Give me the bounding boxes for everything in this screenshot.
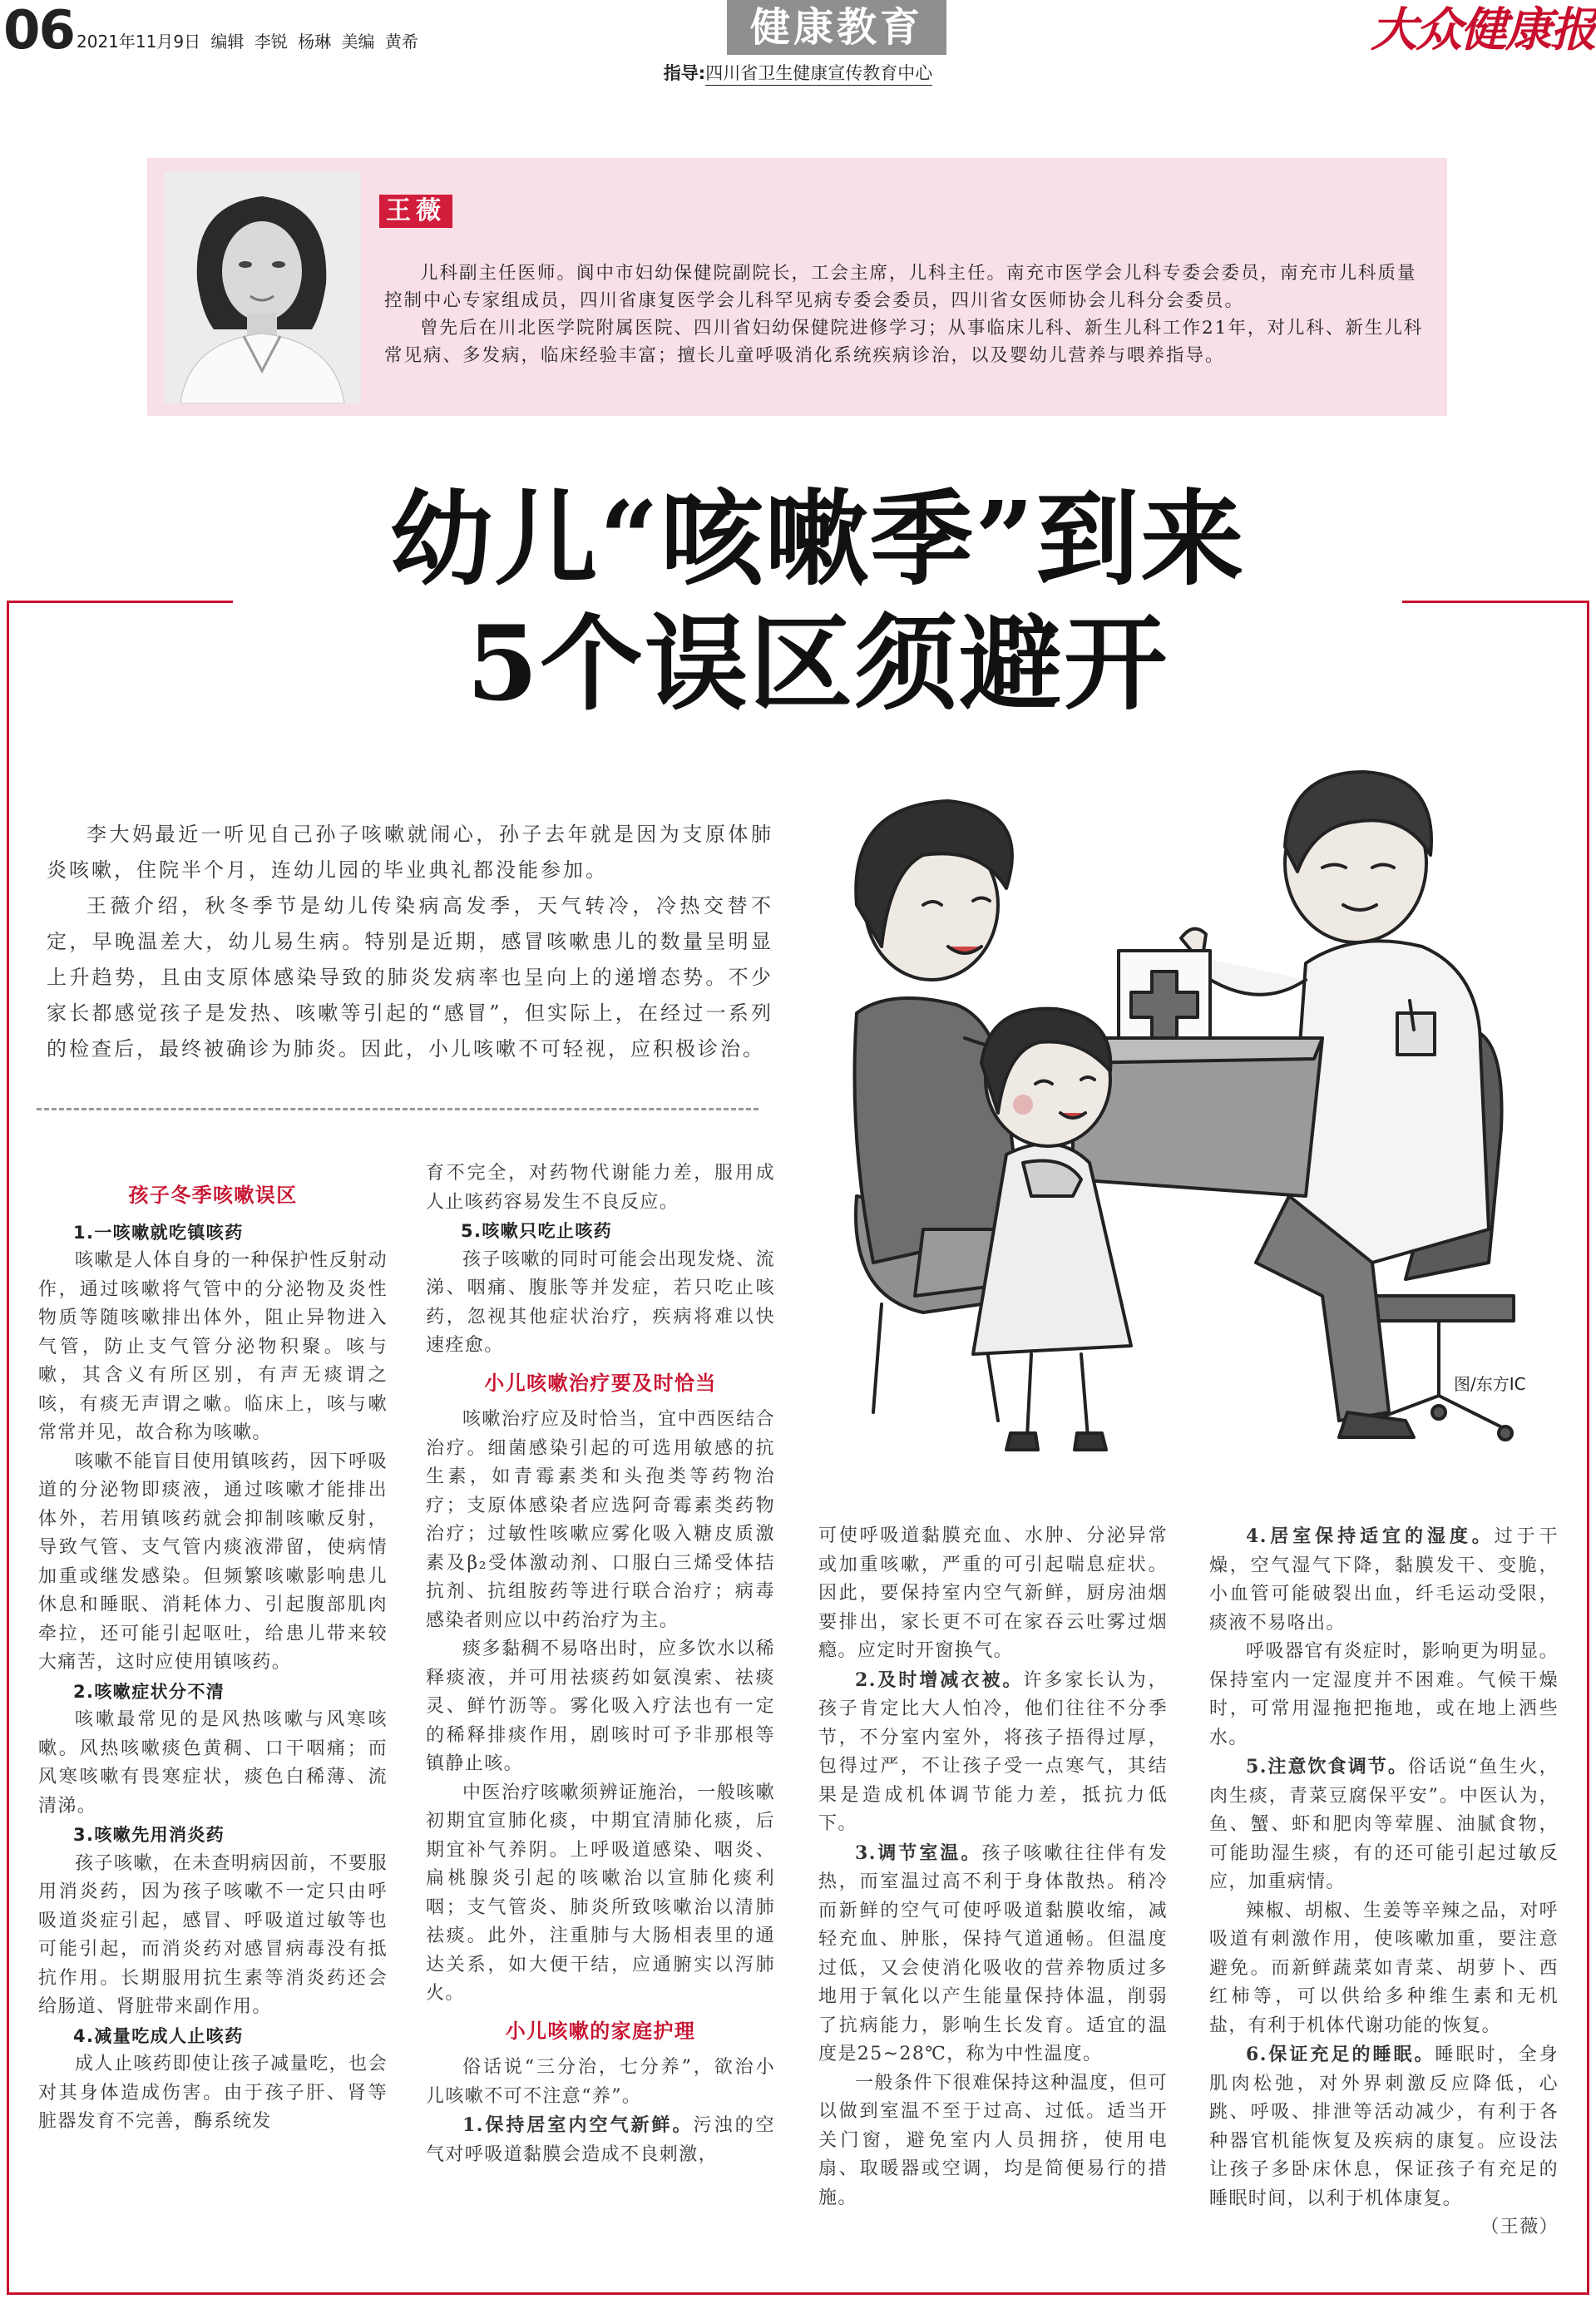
guide-label: 指导:	[663, 63, 706, 83]
paragraph: 咳嗽是人体自身的一种保护性反射动作，通过咳嗽将气管中的分泌物及炎性物质等随咳嗽排出体外，阻止异物进入气管，防止支气管分泌物积聚。咳与嗽，其含义有所区别，有声无痰谓之咳，有痰无声谓之嗽。临床上，咳与嗽常常并见，故合称为咳嗽。	[38, 1250, 388, 1443]
subheading: 4.减量吃成人止咳药	[73, 2025, 244, 2046]
paragraph: 咳嗽最常见的是风热咳嗽与风寒咳嗽。风热咳嗽痰色黄稠、口干咽痛；而风寒咳嗽有畏寒症状，痰色白稀薄、流清涕。	[38, 1709, 388, 1817]
paragraph: 痰多黏稠不易咯出时，应多饮水以稀释痰液，并可用祛痰药如氨溴索、祛痰灵、鲜竹沥等。雾化吸入疗法也有一定的稀释排痰作用，剧咳时可予非那根等镇静止咳。	[426, 1639, 775, 1774]
paragraph-text: 许多家长认为，孩子肯定比大人怕冷，他们往往不分季节，不分室内室外，将孩子捂得过厚，包得过严，不让孩子受一点寒气，其结果是造成机体调节能力差，抵抗力低下。	[818, 1669, 1168, 1834]
bold-lead: 4.居室保持适宜的湿度。	[1246, 1525, 1495, 1547]
headline-line-1: 幼儿“咳嗽季”到来	[389, 479, 1246, 600]
bold-lead: 6.保证充足的睡眠。	[1246, 2044, 1435, 2065]
article-column-3	[818, 1522, 1168, 2212]
paragraph: 咳嗽不能盲目使用镇咳药，因下呼吸道的分泌物即痰液，通过咳嗽才能排出体外，若用镇咳药就会抑制咳嗽反射，导致气管、支气管内痰液滞留，使病情加重或继发感染。但频繁咳嗽影响患儿休息和睡眠、消耗体力、引起腹部肌肉牵拉，还可能引起呕吐，给患儿带来较大痛苦，这时应使用镇咳药。	[38, 1451, 388, 1673]
author-photo	[164, 171, 361, 403]
frame-left	[7, 601, 9, 2295]
paragraph	[818, 1839, 1168, 2069]
doctor-family-illustration	[823, 764, 1564, 1487]
subheading: 5.咳嗽只吃止咳药	[461, 1221, 613, 1241]
paragraph-text: 睡眠时，全身肌肉松弛，对外界刺激反应降低，心跳、呼吸、排泄等活动减少，有利于各种器官机能恢复及疾病的康复。应设法让孩子多卧床休息，保证孩子有充足的睡眠时间，以利于机体康复。	[1209, 2044, 1559, 2209]
frame-top-right	[1402, 601, 1589, 603]
bold-lead: 5.注意饮食调节。	[1246, 1756, 1408, 1777]
section-heading: 小儿咳嗽治疗要及时恰当	[484, 1371, 717, 1395]
paragraph-text: 过于干燥，空气湿气下降，黏膜发干、变脆，小血管可能破裂出血，纤毛运动受限，痰液不易咯出。	[1209, 1526, 1559, 1634]
author-name-tag: 王薇	[379, 195, 452, 228]
issue-info: 2021年11月9日 编辑 李锐 杨琳 美编 黄希	[77, 32, 418, 52]
article-column-1	[38, 1173, 388, 2137]
subheading: 2.咳嗽症状分不清	[73, 1681, 225, 1702]
paragraph	[1209, 1753, 1559, 1897]
paragraph: 辣椒、胡椒、生姜等辛辣之品，对呼吸道有刺激作用，使咳嗽加重，要注意避免。而新鲜蔬菜如青菜、胡萝卜、西红柿等，可以供给多种维生素和无机盐，有利于机体代谢功能的恢复。	[1209, 1900, 1559, 2036]
frame-right	[1587, 601, 1589, 2295]
paragraph: 俗话说“三分治，七分养”，欲治小儿咳嗽不可不注意“养”。	[426, 2057, 775, 2107]
newspaper-logo: 大众健康报	[1371, 2, 1595, 57]
article-column-2	[426, 1159, 775, 2169]
frame-top-left	[7, 601, 233, 603]
guide-line	[0, 60, 1596, 85]
paragraph	[1209, 2040, 1559, 2213]
paragraph-text: 污浊的空气对呼吸道黏膜会造成不良刺激，	[426, 2115, 775, 2165]
paragraph: 育不完全，对药物代谢能力差，服用成人止咳药容易发生不良反应。	[426, 1163, 775, 1213]
headline	[233, 477, 1402, 727]
bold-lead: 1.保持居室内空气新鲜。	[462, 2114, 694, 2136]
section-heading: 小儿咳嗽的家庭护理	[505, 2019, 696, 2043]
paragraph: 呼吸器官有炎症时，影响更为明显。保持室内一定湿度并不困难。气候干燥时，可常用湿拖把拖地，或在地上洒些水。	[1209, 1641, 1559, 1748]
headline-line-2: 5个误区须避开	[466, 604, 1169, 724]
subheading: 3.咳嗽先用消炎药	[73, 1825, 225, 1845]
paragraph: 孩子咳嗽，在未查明病因前，不要服用消炎药，因为孩子咳嗽不一定只由呼吸道炎症引起，感冒、呼吸道过敏等也可能引起，而消炎药对感冒病毒没有抵抗作用。长期服用抗生素等消炎药还会给肠道、肾脏带来副作用。	[38, 1852, 388, 2017]
paragraph	[426, 2111, 775, 2169]
paragraph-text: 孩子咳嗽往往伴有发热，而室温过高不利于身体散热。稍冷而新鲜的空气可使呼吸道黏膜收缩，减轻充血、肿胀，保持气道通畅。但温度过低，又会使消化吸收的营养物质过多地用于氧化以产生能量保持体温，削弱了抗病能力，影响生长发育。适宜的温度是25~28℃，称为中性温度。	[818, 1842, 1168, 2064]
author-signature: （王薇）	[1480, 2217, 1559, 2237]
paragraph: 咳嗽治疗应及时恰当，宜中西医结合治疗。细菌感染引起的可选用敏感的抗生素，如青霉素类和头孢类等药物治疗；支原体感染者应选阿奇霉素类药物治疗；过敏性咳嗽应雾化吸入糖皮质激素及β₂受体激动剂、口服白三烯受体拮抗剂、抗组胺药等进行联合治疗；病毒感染者则应以中药治疗为主。	[426, 1409, 775, 1631]
paragraph: 孩子咳嗽的同时可能会出现发烧、流涕、咽痛、腹胀等并发症，若只吃止咳药，忽视其他症状治疗，疾病将难以快速痊愈。	[426, 1248, 775, 1356]
paragraph: 一般条件下很难保持这种温度，但可以做到室温不至于过高、过低。适当开关门窗，避免室内人员拥挤，使用电扇、取暖器或空调，均是简便易行的措施。	[818, 2072, 1168, 2208]
paragraph	[1209, 1522, 1559, 1638]
guide-org: 四川省卫生健康宣传教育中心	[705, 63, 932, 86]
page-number: 06	[3, 0, 75, 62]
subheading: 1.一咳嗽就吃镇咳药	[73, 1222, 244, 1243]
article-column-4	[1209, 1522, 1559, 2242]
paragraph: 中医治疗咳嗽须辨证施治，一般咳嗽初期宜宣肺化痰，中期宜清肺化痰，后期宜补气养阴。上呼吸道感染、咽炎、扁桃腺炎引起的咳嗽治以宣肺化痰利咽；支气管炎、肺炎所致咳嗽治以清肺祛痰。此外，注重肺与大肠相表里的通达关系，如大便干结，应通腑实以泻肺火。	[426, 1782, 775, 2004]
paragraph-text: 俗话说“鱼生火，肉生痰，青菜豆腐保平安”。中医认为，鱼、蟹、虾和肥肉等荤腥、油腻食物，可能助湿生痰，有的还可能引起过敏反应，加重病情。	[1209, 1757, 1559, 1892]
paragraph: 可使呼吸道黏膜充血、水肿、分泌异常或加重咳嗽，严重的可引起喘息症状。因此，要保持室内空气新鲜，厨房油烟要排出，家长更不可在家吞云吐雾过烟瘾。应定时开窗换气。	[818, 1525, 1168, 1661]
intro-paragraph: 李大妈最近一听见自己孙子咳嗽就闹心，孙子去年就是因为支原体肺炎咳嗽，住院半个月，连幼儿园的毕业典礼都没能参加。	[47, 823, 773, 882]
section-title: 健康教育	[727, 0, 946, 55]
section-heading: 孩子冬季咳嗽误区	[128, 1184, 298, 1207]
bold-lead: 2.及时增减衣被。	[855, 1669, 1024, 1691]
image-credit: 图/东方IC	[1454, 1374, 1526, 1394]
portrait-image	[164, 171, 361, 403]
author-bio-text	[384, 260, 1430, 369]
intro	[47, 817, 773, 1067]
bold-lead: 3.调节室温。	[855, 1842, 982, 1864]
paragraph	[818, 1666, 1168, 1839]
illustration	[823, 764, 1564, 1487]
bio-paragraph: 曾先后在川北医学院附属医院、四川省妇幼保健院进修学习；从事临床儿科、新生儿科工作21年，对儿科、新生儿科常见病、多发病，临床经验丰富；擅长儿童呼吸消化系统疾病诊治，以及婴幼儿营养与喂养指导。	[384, 318, 1424, 366]
frame-bottom	[7, 2292, 1589, 2295]
intro-paragraph: 王薇介绍，秋冬季节是幼儿传染病高发季，天气转冷，冷热交替不定，早晚温差大，幼儿易生病。特别是近期，感冒咳嗽患儿的数量呈明显上升趋势，且由支原体感染导致的肺炎发病率也呈向上的递增态势。不少家长都感觉孩子是发热、咳嗽等引起的“感冒”，但实际上，在经过一系列的检查后，最终被确诊为肺炎。因此，小儿咳嗽不可轻视，应积极诊治。	[47, 894, 773, 1061]
bio-paragraph: 儿科副主任医师。阆中市妇幼保健院副院长，工会主席，儿科主任。南充市医学会儿科专委会委员，南充市儿科质量控制中心专家组成员，四川省康复医学会儿科罕见病专委会委员，四川省女医师协会儿科分会委员。	[384, 263, 1417, 311]
paragraph: 成人止咳药即使让孩子减量吃，也会对其身体造成伤害。由于孩子肝、肾等脏器发育不完善，酶系统发	[38, 2054, 388, 2132]
dashed-divider	[37, 1108, 758, 1110]
